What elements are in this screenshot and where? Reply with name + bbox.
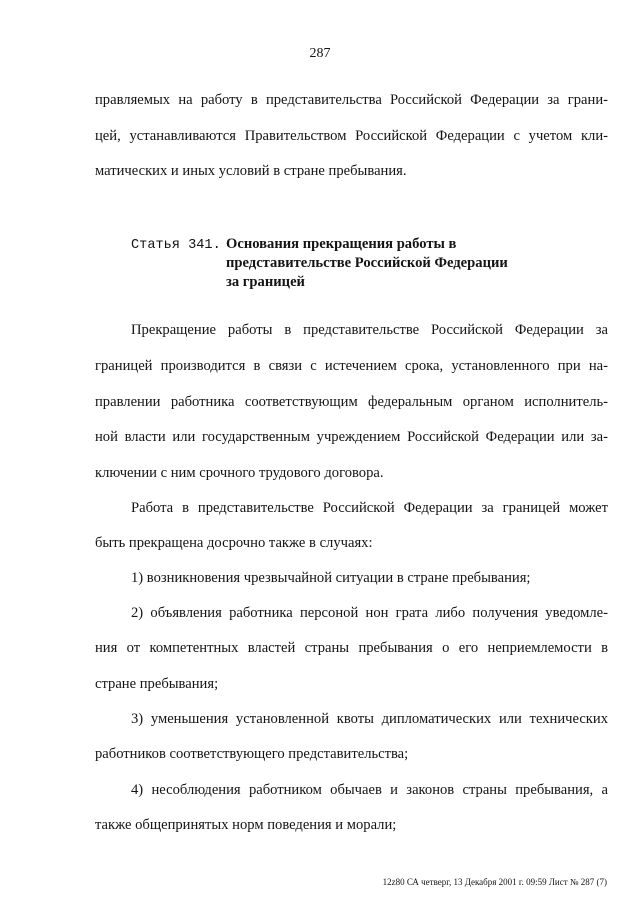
text-line: правляемых на работу в представительства Российской Федерации за грани- <box>95 92 608 108</box>
text-line: ния от компетентных властей страны пребывания о его неприемлемости в <box>95 640 608 656</box>
print-footer: 12z80 СА четверг, 13 Декабря 2001 г. 09:59 Лист № 287 (7) <box>382 877 607 887</box>
text-line: 2) объявления работника персоной нон грата либо получения уведомле- <box>131 605 608 621</box>
text-line: Работа в представительстве Российской Федерации за границей может <box>131 500 608 516</box>
page-number: 287 <box>309 46 331 61</box>
article-title-line: Основания прекращения работы в <box>226 236 457 252</box>
text-line: быть прекращена досрочно также в случаях: <box>95 535 373 551</box>
text-line: стране пребывания; <box>95 676 219 692</box>
text-line: Прекращение работы в представительстве Российской Федерации за <box>131 322 608 338</box>
text-line: ключении с ним срочного трудового договора. <box>95 465 384 481</box>
text-line: 3) уменьшения установленной квоты дипломатических или технических <box>131 711 608 727</box>
text-line: 4) несоблюдения работником обычаев и законов страны пребывания, а <box>131 782 608 798</box>
text-line: границей производится в связи с истечением срока, установленного при на- <box>95 358 608 374</box>
text-line: правлении работника соответствующим федеральным органом исполнитель- <box>95 394 608 410</box>
article-title-line: за границей <box>226 274 305 290</box>
text-line: ной власти или государственным учреждением Российской Федерации или за- <box>95 429 608 445</box>
article-number: Статья 341. <box>131 238 221 253</box>
text-line: работников соответствующего представительства; <box>95 746 409 762</box>
text-line: цей, устанавливаются Правительством Российской Федерации с учетом кли- <box>95 128 608 144</box>
text-line: 1) возникновения чрезвычайной ситуации в стране пребывания; <box>131 570 531 586</box>
article-title-line: представительстве Российской Федерации <box>226 255 508 271</box>
text-line: матических и иных условий в стране пребывания. <box>95 163 407 179</box>
text-line: также общепринятых норм поведения и морали; <box>95 817 397 833</box>
